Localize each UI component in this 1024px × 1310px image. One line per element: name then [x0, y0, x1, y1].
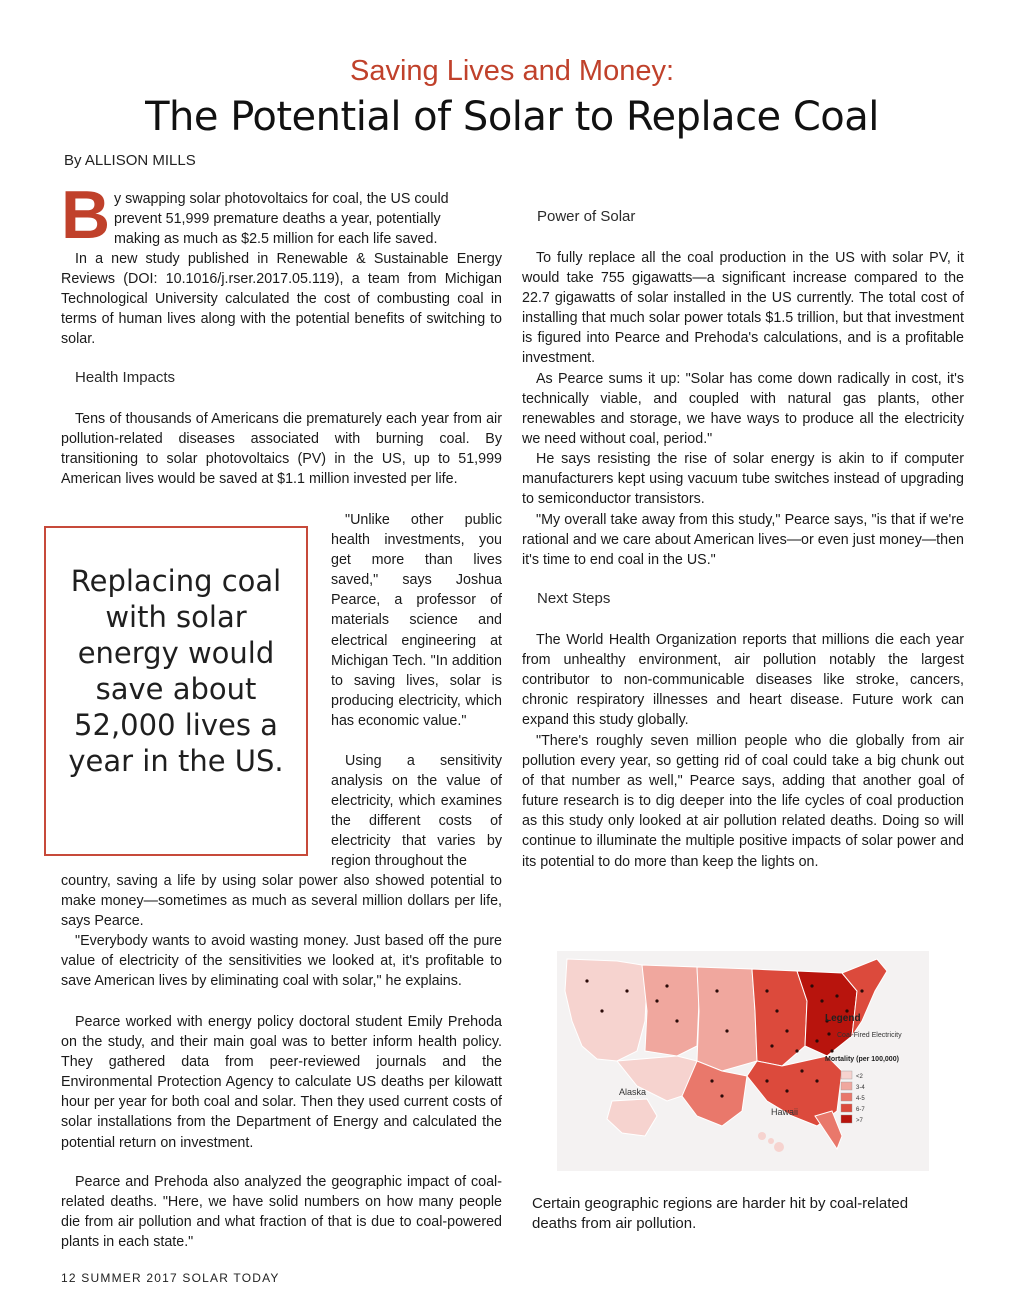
drop-cap: B [61, 177, 111, 253]
legend-bin-label: 4-5 [856, 1096, 865, 1102]
next-paragraph-2: "There's roughly seven million people who die globally from air pollution every year, so getting rid of coal could take a big chunk out of that number as well," Pearce says, adding that another goal of future research is to dig deeper into the life cycles of coal production as this study only looked at air pollution related deaths. Doing so will continue to illuminate the multiple positive impacts of solar power and its potential to do more than keep the lights on. [522, 733, 964, 870]
health-paragraph: Tens of thousands of Americans die prematurely each year from air pollution-related diseases associated with burning coal. By transitioning to solar photovoltaics (PV) in the US, up to 51,999 American lives would be saved at $1.1 million invested per life. [61, 411, 502, 488]
mortality-title: Mortality (per 100,000) [825, 1056, 899, 1063]
map-graphic [557, 951, 929, 1171]
intro-line-2: prevent 51,999 premature deaths a year, potentially [114, 211, 441, 227]
section-heading-next: Next Steps [537, 590, 611, 607]
sensitivity-paragraph: Using a sensitivity analysis on the value of electricity, which examines the different costs of electricity that varies by region throughout the [331, 753, 502, 870]
alaska-shape [607, 1099, 657, 1136]
magazine-name: SOLAR TODAY [182, 1271, 280, 1285]
region-plains [697, 967, 757, 1071]
us-mortality-map [557, 951, 929, 1171]
region-florida [815, 1111, 842, 1149]
wasting-paragraph: "Everybody wants to avoid wasting money. Just based off the pure value of electricity of the sensitivities we looked at, it's profitable to save American lives by eliminating coal with solar," he explains. [61, 933, 502, 990]
page-number: 12 [61, 1271, 77, 1285]
legend-title: Legend [825, 1013, 861, 1024]
legend-swatch [841, 1071, 852, 1079]
sensitivity-continued: country, saving a life by using solar power also showed potential to make money—sometimes as much as several million dollars per life, says Pearce. [61, 873, 502, 930]
intro-line-3: making as much as $2.5 million for each life saved. [114, 231, 438, 247]
legend-swatch [841, 1104, 852, 1112]
next-paragraph-1: The World Health Organization reports that millions die each year from unhealthy environment, air pollution notably the largest contributor to non-communicable diseases like stroke, cancers, chronic respiratory illnesses and heart disease. Future work can expand this study globally. [522, 632, 964, 729]
power-paragraph-1: To fully replace all the coal production in the US with solar PV, it would take 755 gigawatts—a significant increase compared to the 22.7 gigawatts of solar installed in the US currently. The total cost of installing that much solar power totals $1.5 trillion, but that investment is figured into Pearce and Prehoda's calculations, and is a profitable investment. [522, 250, 964, 367]
power-paragraph-3: He says resisting the rise of solar energy is akin to if computer manufacturers kept using vacuum tube switches instead of upgrading to semiconductor transistors. [522, 451, 964, 508]
intro-line-1: y swapping solar photovoltaics for coal, the US could [114, 191, 449, 207]
region-midwest [752, 969, 807, 1066]
legend-dot-icon [827, 1032, 830, 1035]
article-kicker: Saving Lives and Money: [349, 55, 675, 87]
figure-caption: Certain geographic regions are harder hit by coal-related deaths from air pollution. [532, 1195, 909, 1232]
alaska-label: Alaska [619, 1087, 647, 1097]
legend-swatch [841, 1082, 852, 1090]
hawaii-shape [758, 1132, 784, 1152]
geographic-paragraph: Pearce and Prehoda also analyzed the geographic impact of coal-related deaths. "Here, we have solid numbers on how many people die from air pollution and what fraction of that is due to coal-powered plants in each state." [61, 1174, 502, 1251]
issue-label: SUMMER 2017 [81, 1271, 178, 1285]
legend-bin-label: >7 [856, 1118, 863, 1124]
pull-quote: Replacing coal with solar energy would save about 52,000 lives a year in the US. [68, 564, 284, 778]
power-paragraph-2: As Pearce sums it up: "Solar has come down radically in cost, it's technically viable, and coupled with natural gas plants, other renewables and storage, we have ways to produce all the electricity we need without coal, period." [522, 371, 964, 448]
intro-paragraph: In a new study published in Renewable & Sustainable Energy Reviews (DOI: 10.1016/j.rser.2017.05.119), a team from Michigan Technological University calculated the cost of combusting coal in terms of human lives along with the potential benefits of switching to solar. [61, 251, 502, 348]
legend-bin-label: 3-4 [856, 1085, 865, 1091]
article-title: The Potential of Solar to Replace Coal [145, 94, 879, 140]
page-footer [61, 1271, 280, 1285]
legend-bin-label: 6-7 [856, 1107, 865, 1113]
prehoda-paragraph: Pearce worked with energy policy doctoral student Emily Prehoda on the study, and their main goal was to better inform health policy. They gathered data from peer-reviewed journals and the Environmental Protection Agency to calculate US deaths per kilowatt hour per year for both coal and solar. Then they used current costs of solar installations from the Department of Energy and calculated the potential return on investment. [61, 1014, 502, 1151]
section-heading-health: Health Impacts [75, 369, 176, 386]
legend-dot-label: Coal-Fired Electricity [837, 1032, 902, 1039]
quote-paragraph: "Unlike other public health investments, you get more than lives saved," says Joshua Pearce, a professor of materials science and electrical engineering at Michigan Tech. "In addition to saving lives, solar is producing electricity, which has economic value." [331, 512, 502, 729]
power-paragraph-4: "My overall take away from this study," Pearce says, "is that if we're rational and we care about American lives—or even just money—then it's time to end coal in the US." [522, 512, 964, 569]
region-mountain [642, 965, 699, 1056]
section-heading-power: Power of Solar [537, 208, 636, 225]
legend-swatch [841, 1115, 852, 1123]
hawaii-label: Hawaii [771, 1107, 799, 1117]
region-west [565, 959, 647, 1061]
legend-bin-label: <2 [856, 1074, 863, 1080]
byline: By ALLISON MILLS [64, 152, 196, 169]
legend-swatch [841, 1093, 852, 1101]
